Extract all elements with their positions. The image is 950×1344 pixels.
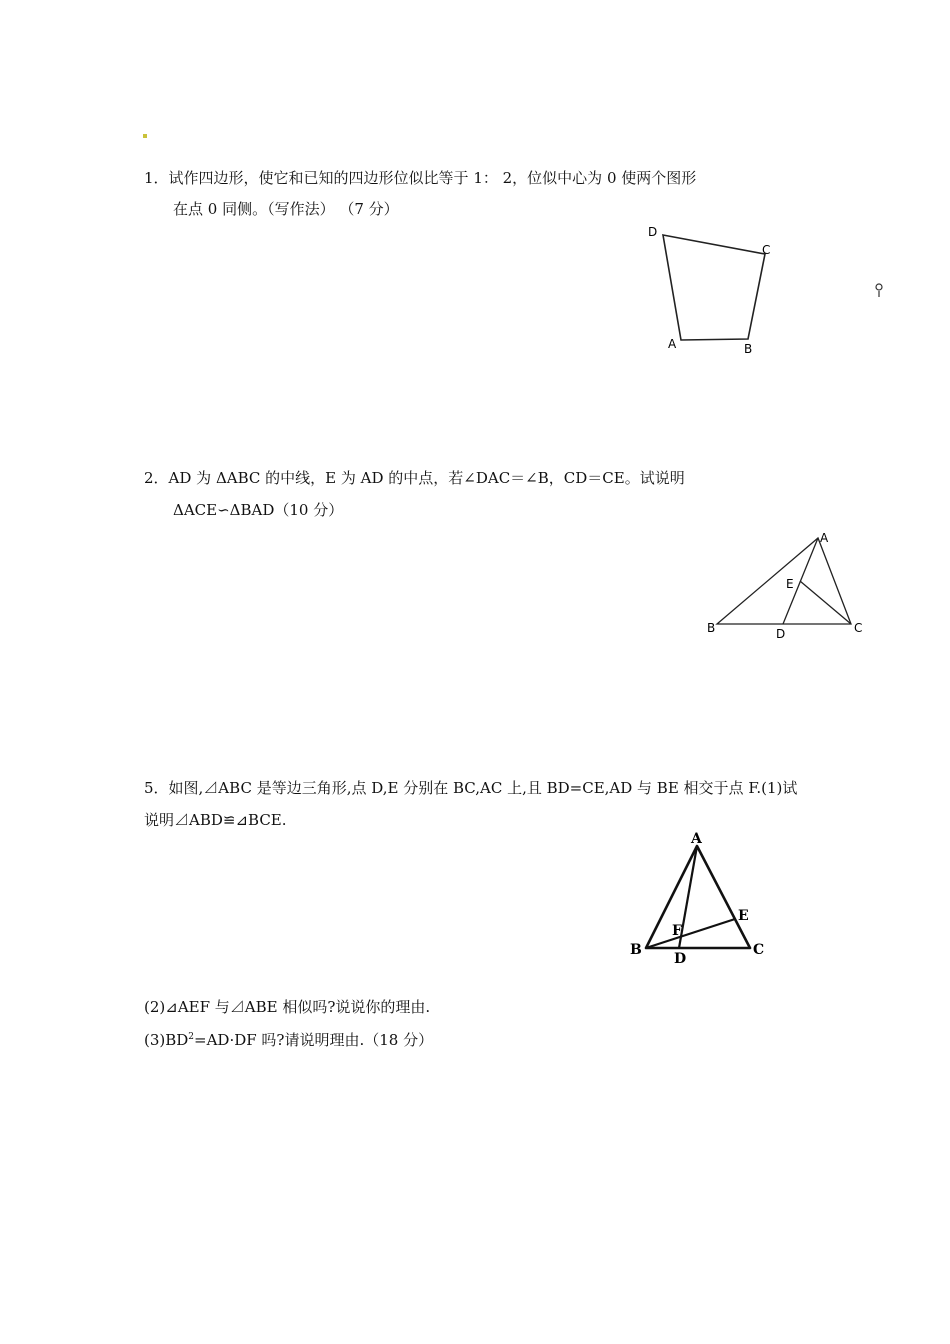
triangle-abc: [646, 846, 750, 948]
q5-text-line2: 说明⊿ABD≌⊿BCE.: [144, 811, 287, 829]
quadrilateral-abcd: [663, 235, 765, 340]
q1-text-line2: 在点 0 同侧。（写作法） （7 分）: [173, 200, 399, 218]
label-d: D: [776, 627, 786, 641]
q5-equilateral-triangle-figure: [622, 825, 782, 970]
q2-text-line2: ΔACE∽ΔBAD（10 分）: [173, 501, 344, 519]
label-b: B: [707, 621, 716, 635]
q1-text-line1: 1．试作四边形，使它和已知的四边形位似比等于 1： 2，位似中心为 0 使两个图形: [144, 169, 697, 187]
q5-text-line1: 5．如图,⊿ABC 是等边三角形,点 D,E 分别在 BC,AC 上,且 BD=CE,AD 与 BE 相交于点 F.(1)试: [144, 779, 798, 797]
q5-text-line4: [144, 1027, 433, 1050]
q5-text-line3: (2)⊿AEF 与⊿ABE 相似吗?说说你的理由.: [144, 998, 431, 1016]
label-a: A: [668, 337, 677, 351]
label-d: D: [648, 225, 658, 239]
label-e: E: [738, 908, 749, 924]
label-c: C: [753, 942, 765, 958]
triangle-abc: [717, 538, 851, 624]
label-a: A: [820, 531, 829, 545]
center-point-o: [876, 284, 882, 290]
label-a: A: [691, 831, 702, 847]
label-c: C: [762, 243, 771, 257]
decorative-dot: [143, 134, 147, 138]
label-d: D: [674, 951, 687, 967]
q2-text-line1: 2．AD 为 ΔABC 的中线，E 为 AD 的中点，若∠DAC＝∠B，CD＝CE。试说明: [144, 469, 685, 487]
label-f: F: [672, 923, 682, 939]
q5-line4-superscript: 2: [188, 1032, 195, 1042]
label-b: B: [744, 342, 753, 356]
q2-triangle-figure: [700, 528, 870, 648]
label-e: E: [786, 577, 794, 591]
q1-quadrilateral-figure: [640, 220, 900, 360]
label-c: C: [854, 621, 863, 635]
label-b: B: [630, 942, 642, 958]
q5-line4-part2: =AD·DF 吗?请说明理由.（18 分）: [194, 1031, 434, 1049]
q5-line4-part1: (3)BD: [144, 1031, 189, 1049]
